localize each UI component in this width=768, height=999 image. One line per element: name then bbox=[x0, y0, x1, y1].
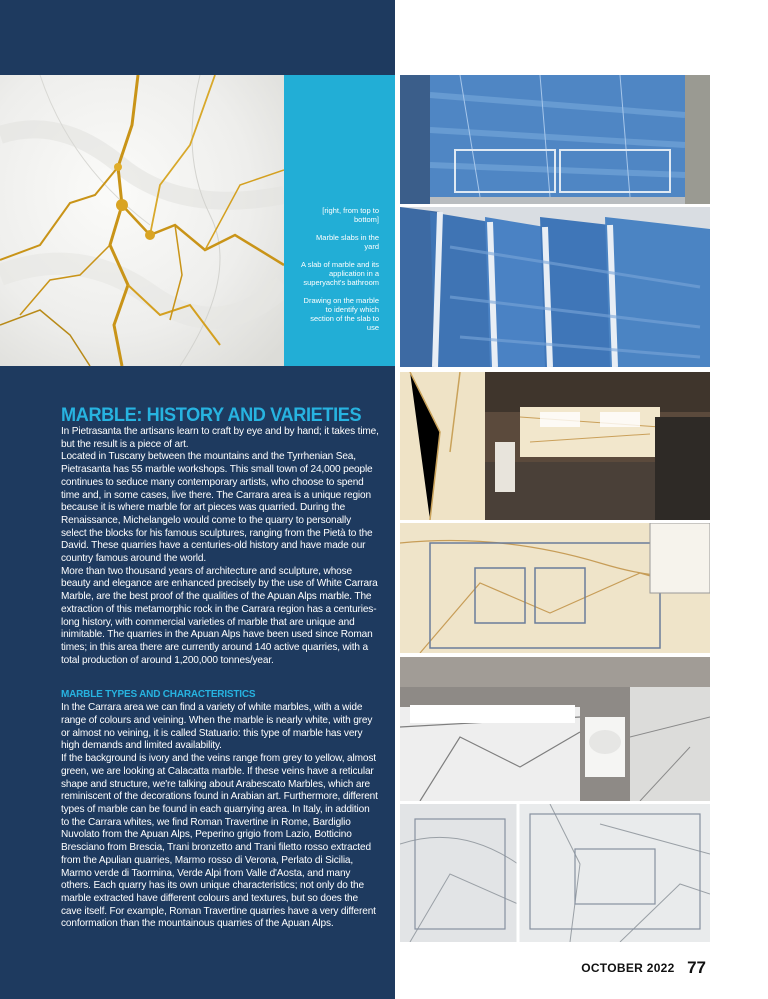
calacatta-bathroom-photo bbox=[400, 372, 710, 520]
body-paragraph: If the background is ivory and the veins range from grey to yellow, almost green, we are looking at Calacatta marble. If these veins have a reticular shape and structure, we're talking about Arabescato Marbles, which are reminiscent of the decorations found in Arabian art. Furthermore, different types of marble can be found in each quarrying area. In Italy, in addition to the Carrara whites, we find Roman Travertine in Rome, Bardiglio Nuvolato from the Apuan Alps, Peperino grigio from Lazio, Botticino Bresciano from Brescia, Trani bronzetto and Trani filetto rosso extracted from the Apulian quarries, Marmo rosso di Verona, Perlato di Sicilia, Marmo verde di Taormina, Verde Alpi from Valle d'Aosta, and many others. Each quarry has its own unique characteristics; not only do the marble extracted have different colours and textures, but so does the cave itself. For example, Roman Travertine quarries have a very different conformation than the mountainous quarries of the Apuan Alps. bbox=[61, 753, 378, 930]
blue-slab-yard-photo bbox=[400, 75, 710, 204]
gold-veined-marble-photo bbox=[0, 75, 284, 366]
caption-item: Drawing on the marble to identify which section of the slab to use bbox=[303, 296, 379, 332]
statuario-bathroom-photo bbox=[400, 657, 710, 801]
caption-item: A slab of marble and its application in a superyacht's bathroom bbox=[301, 260, 379, 287]
caption-item: Marble slabs in the yard bbox=[316, 233, 379, 251]
issue-date: OCTOBER 2022 bbox=[581, 961, 675, 975]
photo-caption bbox=[301, 206, 379, 341]
body-paragraph: In the Carrara area we can find a variety of white marbles, with a wide range of colours and veining. When the marble is nearly white, with grey or almost no veining, it is called Statuario: this type of marble has very high demands and limited availability. bbox=[61, 702, 373, 752]
marked-slab-photo bbox=[400, 523, 710, 653]
article bbox=[61, 404, 379, 931]
body-paragraph: In Pietrasanta the artisans learn to craft by eye and by hand; it takes time, but the result is a piece of art. bbox=[61, 426, 379, 450]
body-paragraph: Located in Tuscany between the mountains and the Tyrrhenian Sea, Pietrasanta has 55 marble workshops. This small town of 24,000 people continues to seduce many contemporary artists, who choose to spend time and, in some cases, live there. The Carrara area is a unique region because it is where marble for art pieces was quarried. During the Renaissance, Michelangelo would come to the quarry to personally select the blocks for his famous sculptures, ranging from the Pietà to the David. These quarries have a centuries-old history and have made our country famous around the world. bbox=[61, 451, 373, 565]
article-body bbox=[61, 426, 379, 931]
blue-slabs-stack-photo bbox=[400, 207, 710, 367]
page-footer bbox=[581, 958, 706, 978]
body-paragraph: More than two thousand years of architecture and sculpture, whose beauty and elegance are enhanced precisely by the use of White Carrara Marble, are the best proof of the qualities of the Apuan Alps marble. The extraction of this metamorphic rock in the Carrara region has a centuries-long history, with commercial varieties of marble that are unique and inimitable. The quarries in the Apuan Alps have been used since Roman times; in this area there are currently around 140 active quarries, with a total production of around 1,200,000 tonnes/year. bbox=[61, 565, 378, 666]
statuario-slab-drawing-photo bbox=[400, 804, 710, 942]
caption-box bbox=[284, 75, 395, 366]
section-subheading: MARBLE TYPES AND CHARACTERISTICS bbox=[61, 689, 256, 701]
caption-intro: [right, from top to bottom] bbox=[322, 206, 379, 224]
article-title: MARBLE: HISTORY AND VARIETIES bbox=[61, 404, 362, 426]
page-number: 77 bbox=[687, 958, 706, 977]
